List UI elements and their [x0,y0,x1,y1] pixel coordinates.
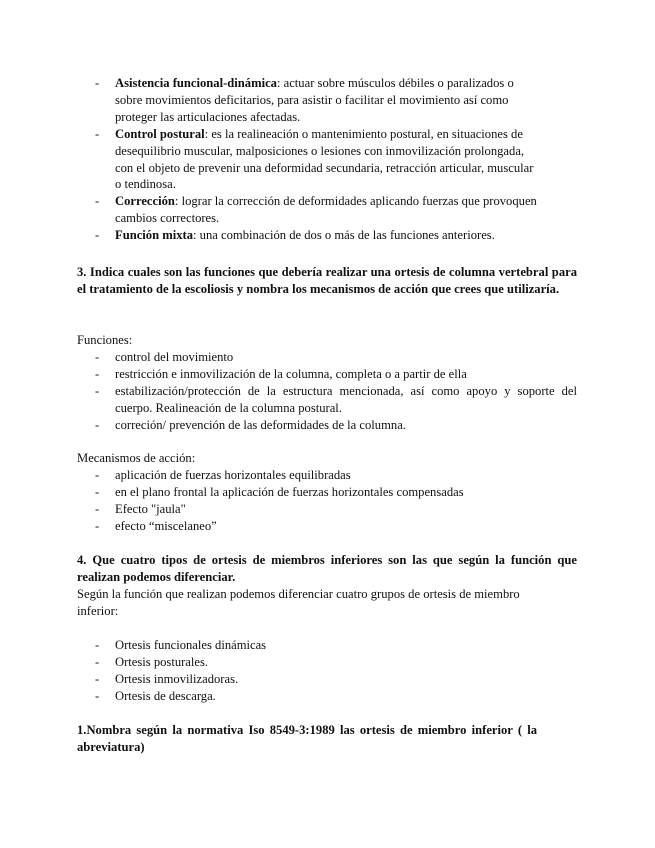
bullet-dash: - [95,518,100,533]
list-item [77,467,577,484]
question-4-intro: Según la función que realizan podemos diferenciar cuatro grupos de ortesis de miembro inferior: [77,587,520,618]
bullet-dash: - [95,688,100,703]
bullet-dash: - [95,671,100,686]
list-text: en el plano frontal la aplicación de fuerzas horizontales compensadas [115,484,464,499]
list-text: Ortesis de descarga. [115,688,216,703]
list-item [77,366,577,383]
bullet-dash: - [95,76,100,90]
list-text: aplicación de fuerzas horizontales equilibradas [115,468,351,482]
list-text: : lograr la corrección de deformidades aplicando fuerzas que provoquen cambios correctores. [115,194,537,226]
list-item [77,227,537,244]
list-text: : una combinación de dos o más de las funciones anteriores. [193,228,495,243]
bullet-dash: - [95,194,100,209]
list-term: Control postural [115,126,205,141]
list-text: control del movimiento [115,350,234,364]
list-item [77,126,537,194]
list-text: Efecto "jaula" [115,501,186,516]
bullet-dash: - [95,417,100,432]
list-item [77,518,577,535]
question-4-heading: 4. Que cuatro tipos de ortesis de miembros inferiores son las que según la función que realizan podemos diferenciar. [77,553,577,584]
list-item [77,383,577,417]
question-3-heading: 3. Indica cuales son las funciones que debería realizar una ortesis de columna vertebral para el tratamiento de la escoliosis y nombra los mecanismos de acción que crees que utilizaría. [77,265,577,296]
list-item [77,501,577,518]
list-text: restricción e inmovilización de la columna, completa o a partir de ella [115,366,467,381]
list-text: estabilización/protección de la estructura mencionada, así como apoyo y soporte del cuerpo. Realineación de la columna postural. [115,383,577,415]
list-item [77,688,577,705]
list-item [77,671,577,688]
list-item [77,75,537,126]
list-term: Asistencia funcional-dinámica [115,76,277,90]
bullet-dash: - [95,638,100,652]
bullet-dash: - [95,228,100,243]
bullet-dash: - [95,484,100,499]
list-text: efecto “miscelaneo” [115,518,217,533]
bullet-dash: - [95,383,100,398]
list-text: correción/ prevención de las deformidades de la columna. [115,417,406,432]
orthosis-functions-list [77,75,537,244]
list-text: : es la realineación o mantenimiento postural, en situaciones de desequilibrio muscular, malposiciones o lesiones con inmovilización prolongada, con el objeto de prevenir una deformidad secundaria, retracción articular, muscular o tendinosa. [115,126,534,192]
funciones-label: Funciones: [77,333,133,347]
bullet-dash: - [95,654,100,669]
list-text: : actuar sobre músculos débiles o paralizados o sobre movimientos deficitarios, para asistir o facilitar el movimiento así como proteger las articulaciones afectadas. [115,76,514,124]
mecanismos-list [77,467,577,535]
list-item [77,637,577,654]
bullet-dash: - [95,501,100,516]
list-item [77,654,577,671]
list-term: Corrección [115,194,175,209]
mecanismos-label: Mecanismos de acción: [77,451,196,465]
list-term: Función mixta [115,228,194,243]
list-item [77,484,577,501]
list-item [77,349,577,366]
list-text: Ortesis posturales. [115,654,209,669]
list-text: Ortesis funcionales dinámicas [115,638,267,652]
bullet-dash: - [95,350,100,364]
bullet-dash: - [95,126,100,141]
list-text: Ortesis inmovilizadoras. [115,671,239,686]
list-item [77,193,537,227]
orthosis-types-list [77,637,577,705]
bullet-dash: - [95,468,100,482]
question-1-heading: 1.Nombra según la normativa Iso 8549-3:1989 las ortesis de miembro inferior ( la abreviatura) [77,723,537,754]
list-item [77,417,577,434]
bullet-dash: - [95,366,100,381]
funciones-list [77,349,577,434]
